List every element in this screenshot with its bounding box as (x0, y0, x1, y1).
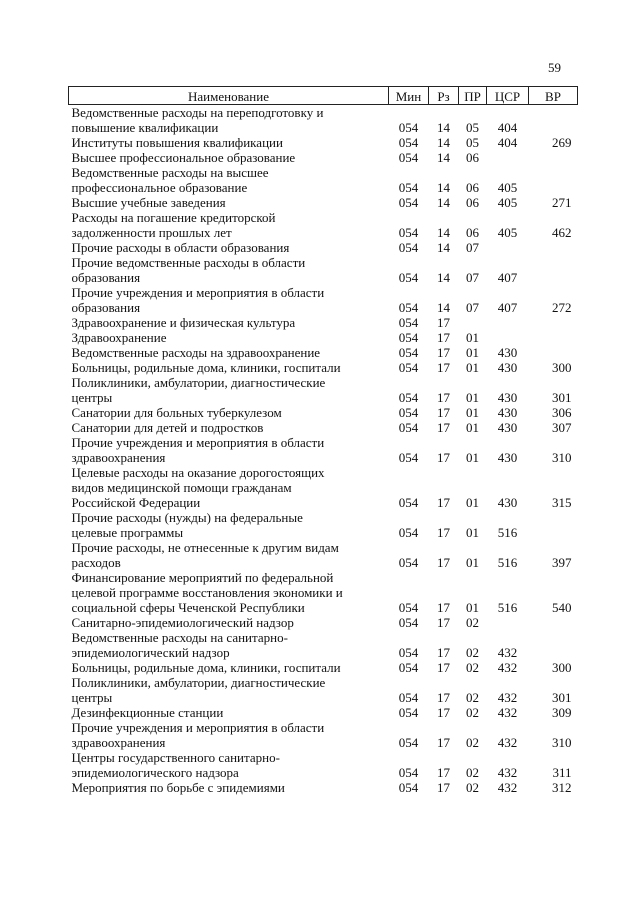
row-name-line: эпидемиологический надзор (71, 645, 230, 660)
row-name (69, 435, 389, 465)
row-vr: 540 (552, 600, 572, 615)
row-name (69, 255, 389, 285)
row-name-line: Санитарно-эпидемиологический надзор (71, 615, 294, 630)
row-vr: 309 (552, 705, 572, 720)
row-pr: 02 (466, 645, 479, 660)
row-name-line: Центры государственного санитарно- (71, 750, 280, 765)
row-min: 054 (398, 225, 419, 240)
row-vr: 462 (552, 225, 572, 240)
row-min: 054 (398, 615, 419, 630)
row-name (69, 675, 389, 705)
row-pr: 01 (466, 345, 479, 360)
row-min: 054 (398, 660, 419, 675)
row-vr (529, 315, 578, 330)
table-row (69, 435, 578, 465)
header-csr: ЦСР (487, 87, 529, 105)
row-name-line: Прочие учреждения и мероприятия в области (71, 285, 325, 300)
row-min: 054 (398, 300, 419, 315)
row-name-line: Прочие расходы, не отнесенные к другим видам (71, 540, 339, 555)
row-name (69, 210, 389, 240)
row-name-line: целевые программы (71, 525, 184, 540)
row-rz: 17 (437, 645, 450, 660)
row-pr: 02 (466, 765, 479, 780)
row-min: 054 (398, 705, 419, 720)
row-csr: 430 (497, 345, 518, 360)
row-pr: 02 (466, 705, 479, 720)
row-rz: 17 (437, 735, 450, 750)
row-vr (529, 615, 578, 630)
row-csr: 432 (497, 660, 518, 675)
row-csr: 404 (497, 135, 518, 150)
row-pr: 06 (466, 195, 479, 210)
row-pr: 06 (466, 180, 479, 195)
table-row (69, 510, 578, 540)
row-csr: 432 (497, 705, 518, 720)
row-pr: 07 (466, 300, 479, 315)
row-name-line: Поликлиники, амбулатории, диагностические (71, 675, 326, 690)
row-csr (487, 330, 529, 345)
row-name-line: Прочие учреждения и мероприятия в области (71, 435, 325, 450)
row-csr: 407 (497, 270, 518, 285)
row-name-line: эпидемиологического надзора (71, 765, 239, 780)
table-row (69, 540, 578, 570)
row-name (69, 105, 389, 136)
row-rz: 17 (437, 450, 450, 465)
row-name-line: Больницы, родильные дома, клиники, госпитали (71, 660, 341, 675)
row-name-line: Больницы, родильные дома, клиники, госпитали (71, 360, 341, 375)
table-row (69, 315, 578, 330)
row-name-line: Финансирование мероприятий по федеральной (71, 570, 334, 585)
row-name-line: Ведомственные расходы на переподготовку и (71, 105, 324, 120)
row-rz: 17 (437, 555, 450, 570)
row-csr: 430 (497, 420, 518, 435)
row-name (69, 420, 389, 435)
row-csr (487, 240, 529, 255)
table-row (69, 465, 578, 510)
row-pr: 01 (466, 600, 479, 615)
row-name-line: Целевые расходы на оказание дорогостоящих (71, 465, 325, 480)
row-vr: 311 (552, 765, 572, 780)
row-min: 054 (398, 525, 419, 540)
row-name (69, 405, 389, 420)
row-rz: 17 (437, 315, 450, 330)
row-csr: 432 (497, 735, 518, 750)
row-name-line: Высшее профессиональное образование (71, 150, 296, 165)
row-pr: 06 (466, 225, 479, 240)
row-vr: 312 (552, 780, 572, 795)
row-csr: 405 (497, 195, 518, 210)
row-min: 054 (398, 150, 419, 165)
row-name-line: Прочие расходы в области образования (71, 240, 290, 255)
row-name-line: Российской Федерации (71, 495, 201, 510)
row-pr: 02 (466, 660, 479, 675)
row-csr (487, 150, 529, 165)
row-name (69, 195, 389, 210)
row-pr: 02 (466, 735, 479, 750)
row-csr: 516 (497, 555, 518, 570)
row-rz: 17 (437, 615, 450, 630)
row-min: 054 (398, 780, 419, 795)
row-rz: 14 (437, 300, 450, 315)
row-name-line: Ведомственные расходы на высшее (71, 165, 269, 180)
row-rz: 17 (437, 660, 450, 675)
row-csr: 432 (497, 645, 518, 660)
row-name-line: Прочие ведомственные расходы в области (71, 255, 306, 270)
row-vr (529, 240, 578, 255)
row-vr (529, 165, 578, 195)
row-vr (529, 345, 578, 360)
row-rz: 14 (437, 180, 450, 195)
row-rz: 17 (437, 420, 450, 435)
row-pr: 01 (466, 360, 479, 375)
row-vr: 272 (552, 300, 572, 315)
table-row (69, 195, 578, 210)
row-name-line: образования (71, 270, 141, 285)
row-name-line: повышение квалификации (71, 120, 219, 135)
row-pr: 02 (466, 615, 479, 630)
row-vr: 310 (552, 735, 572, 750)
row-vr: 271 (552, 195, 572, 210)
row-name (69, 750, 389, 780)
row-pr: 01 (466, 405, 479, 420)
row-name-line: Институты повышения квалификации (71, 135, 283, 150)
row-rz: 17 (437, 330, 450, 345)
row-name-line: образования (71, 300, 141, 315)
row-min: 054 (398, 690, 419, 705)
row-rz: 17 (437, 360, 450, 375)
row-min: 054 (398, 735, 419, 750)
row-min: 054 (398, 240, 419, 255)
table-row (69, 615, 578, 630)
row-min: 054 (398, 180, 419, 195)
row-name-line: Санатории для детей и подростков (71, 420, 264, 435)
row-name (69, 345, 389, 360)
row-name (69, 315, 389, 330)
row-pr: 01 (466, 420, 479, 435)
table-row (69, 105, 578, 136)
row-csr: 405 (497, 225, 518, 240)
row-rz: 17 (437, 525, 450, 540)
row-name (69, 510, 389, 540)
row-rz: 17 (437, 495, 450, 510)
row-vr (529, 105, 578, 136)
row-pr: 01 (466, 495, 479, 510)
row-vr (529, 510, 578, 540)
row-min: 054 (398, 555, 419, 570)
row-pr: 02 (466, 780, 479, 795)
row-name (69, 570, 389, 615)
row-rz: 14 (437, 150, 450, 165)
table-row (69, 135, 578, 150)
table-row (69, 165, 578, 195)
page-number: 59 (548, 60, 561, 75)
row-min: 054 (398, 135, 419, 150)
row-name-line: центры (71, 390, 113, 405)
row-name-line: Поликлиники, амбулатории, диагностические (71, 375, 326, 390)
row-vr (529, 630, 578, 660)
row-name-line: Мероприятия по борьбе с эпидемиями (71, 780, 285, 795)
row-vr: 310 (552, 450, 572, 465)
table-row (69, 285, 578, 315)
row-min: 054 (398, 270, 419, 285)
row-name-line: здравоохранения (71, 735, 166, 750)
table-row (69, 405, 578, 420)
row-vr: 301 (552, 690, 572, 705)
row-rz: 17 (437, 765, 450, 780)
header-name: Наименование (69, 87, 389, 105)
row-name (69, 150, 389, 165)
row-csr: 430 (497, 495, 518, 510)
row-name-line: Расходы на погашение кредиторской (71, 210, 276, 225)
table-row (69, 345, 578, 360)
row-vr (529, 150, 578, 165)
row-name-line: целевой программе восстановления экономики и (71, 585, 343, 600)
row-rz: 17 (437, 405, 450, 420)
row-pr: 05 (466, 120, 479, 135)
row-min: 054 (398, 405, 419, 420)
row-csr: 405 (497, 180, 518, 195)
row-rz: 14 (437, 240, 450, 255)
row-csr: 432 (497, 765, 518, 780)
row-name (69, 240, 389, 255)
row-rz: 17 (437, 600, 450, 615)
table-row (69, 420, 578, 435)
row-name (69, 465, 389, 510)
row-pr: 01 (466, 450, 479, 465)
row-name-line: Ведомственные расходы на здравоохранение (71, 345, 321, 360)
row-min: 054 (398, 330, 419, 345)
table-row (69, 240, 578, 255)
row-min: 054 (398, 765, 419, 780)
row-name-line: здравоохранения (71, 450, 166, 465)
row-rz: 17 (437, 390, 450, 405)
row-pr: 06 (466, 150, 479, 165)
row-name-line: Ведомственные расходы на санитарно- (71, 630, 288, 645)
row-vr: 300 (552, 660, 572, 675)
row-rz: 14 (437, 225, 450, 240)
row-pr: 02 (466, 690, 479, 705)
table-row (69, 330, 578, 345)
row-csr: 404 (497, 120, 518, 135)
table-row (69, 375, 578, 405)
row-min: 054 (398, 315, 419, 330)
row-min: 054 (398, 120, 419, 135)
row-name-line: Здравоохранение (71, 330, 167, 345)
table-row (69, 780, 578, 795)
row-min: 054 (398, 360, 419, 375)
row-pr (459, 315, 487, 330)
row-csr: 516 (497, 600, 518, 615)
row-name-line: задолженности прошлых лет (71, 225, 232, 240)
row-pr: 01 (466, 525, 479, 540)
row-pr: 01 (466, 555, 479, 570)
row-vr: 315 (552, 495, 572, 510)
table-row (69, 630, 578, 660)
row-min: 054 (398, 195, 419, 210)
row-min: 054 (398, 645, 419, 660)
header-rz: Рз (429, 87, 459, 105)
table-row (69, 705, 578, 720)
row-csr: 430 (497, 390, 518, 405)
row-min: 054 (398, 495, 419, 510)
table-row (69, 210, 578, 240)
row-name (69, 615, 389, 630)
table-header-row (69, 87, 578, 105)
row-rz: 14 (437, 135, 450, 150)
row-name-line: социальной сферы Чеченской Республики (71, 600, 305, 615)
row-pr: 05 (466, 135, 479, 150)
row-name-line: Прочие расходы (нужды) на федеральные (71, 510, 303, 525)
row-name-line: центры (71, 690, 113, 705)
row-name (69, 780, 389, 795)
row-rz: 17 (437, 705, 450, 720)
row-name-line: расходов (71, 555, 121, 570)
row-pr: 01 (466, 390, 479, 405)
table-row (69, 660, 578, 675)
row-name-line: Санатории для больных туберкулезом (71, 405, 282, 420)
table-row (69, 360, 578, 375)
table-row (69, 570, 578, 615)
row-csr: 432 (497, 690, 518, 705)
header-min: Мин (389, 87, 429, 105)
row-pr: 01 (466, 330, 479, 345)
row-vr (529, 255, 578, 285)
budget-table (68, 86, 578, 795)
row-rz: 14 (437, 270, 450, 285)
header-pr: ПР (459, 87, 487, 105)
row-pr: 07 (466, 240, 479, 255)
row-min: 054 (398, 390, 419, 405)
row-rz: 17 (437, 345, 450, 360)
row-name-line: профессиональное образование (71, 180, 248, 195)
row-csr (487, 615, 529, 630)
row-name (69, 660, 389, 675)
row-vr: 301 (552, 390, 572, 405)
row-name-line: видов медицинской помощи гражданам (71, 480, 292, 495)
row-min: 054 (398, 345, 419, 360)
row-name (69, 705, 389, 720)
row-vr: 307 (552, 420, 572, 435)
row-rz: 17 (437, 780, 450, 795)
row-name (69, 135, 389, 150)
row-min: 054 (398, 450, 419, 465)
row-rz: 14 (437, 120, 450, 135)
row-vr: 397 (552, 555, 572, 570)
row-name-line: Высшие учебные заведения (71, 195, 226, 210)
row-csr: 432 (497, 780, 518, 795)
row-name-line: Прочие учреждения и мероприятия в области (71, 720, 325, 735)
row-name (69, 165, 389, 195)
table-row (69, 750, 578, 780)
row-name (69, 630, 389, 660)
row-csr: 407 (497, 300, 518, 315)
row-csr (487, 315, 529, 330)
row-name (69, 375, 389, 405)
row-vr (529, 330, 578, 345)
row-name-line: Дезинфекционные станции (71, 705, 224, 720)
table-row (69, 675, 578, 705)
row-csr: 516 (497, 525, 518, 540)
row-name-line: Здравоохранение и физическая культура (71, 315, 296, 330)
row-pr: 07 (466, 270, 479, 285)
row-name (69, 720, 389, 750)
table-row (69, 720, 578, 750)
row-min: 054 (398, 600, 419, 615)
header-vr: ВР (529, 87, 578, 105)
row-csr: 430 (497, 360, 518, 375)
row-vr: 306 (552, 405, 572, 420)
table-row (69, 150, 578, 165)
row-name (69, 540, 389, 570)
row-csr: 430 (497, 450, 518, 465)
row-vr: 269 (552, 135, 572, 150)
row-name (69, 330, 389, 345)
table-row (69, 255, 578, 285)
row-csr: 430 (497, 405, 518, 420)
table-body (69, 105, 578, 796)
row-min: 054 (398, 420, 419, 435)
row-rz: 17 (437, 690, 450, 705)
row-name (69, 360, 389, 375)
row-rz: 14 (437, 195, 450, 210)
row-vr: 300 (552, 360, 572, 375)
row-name (69, 285, 389, 315)
